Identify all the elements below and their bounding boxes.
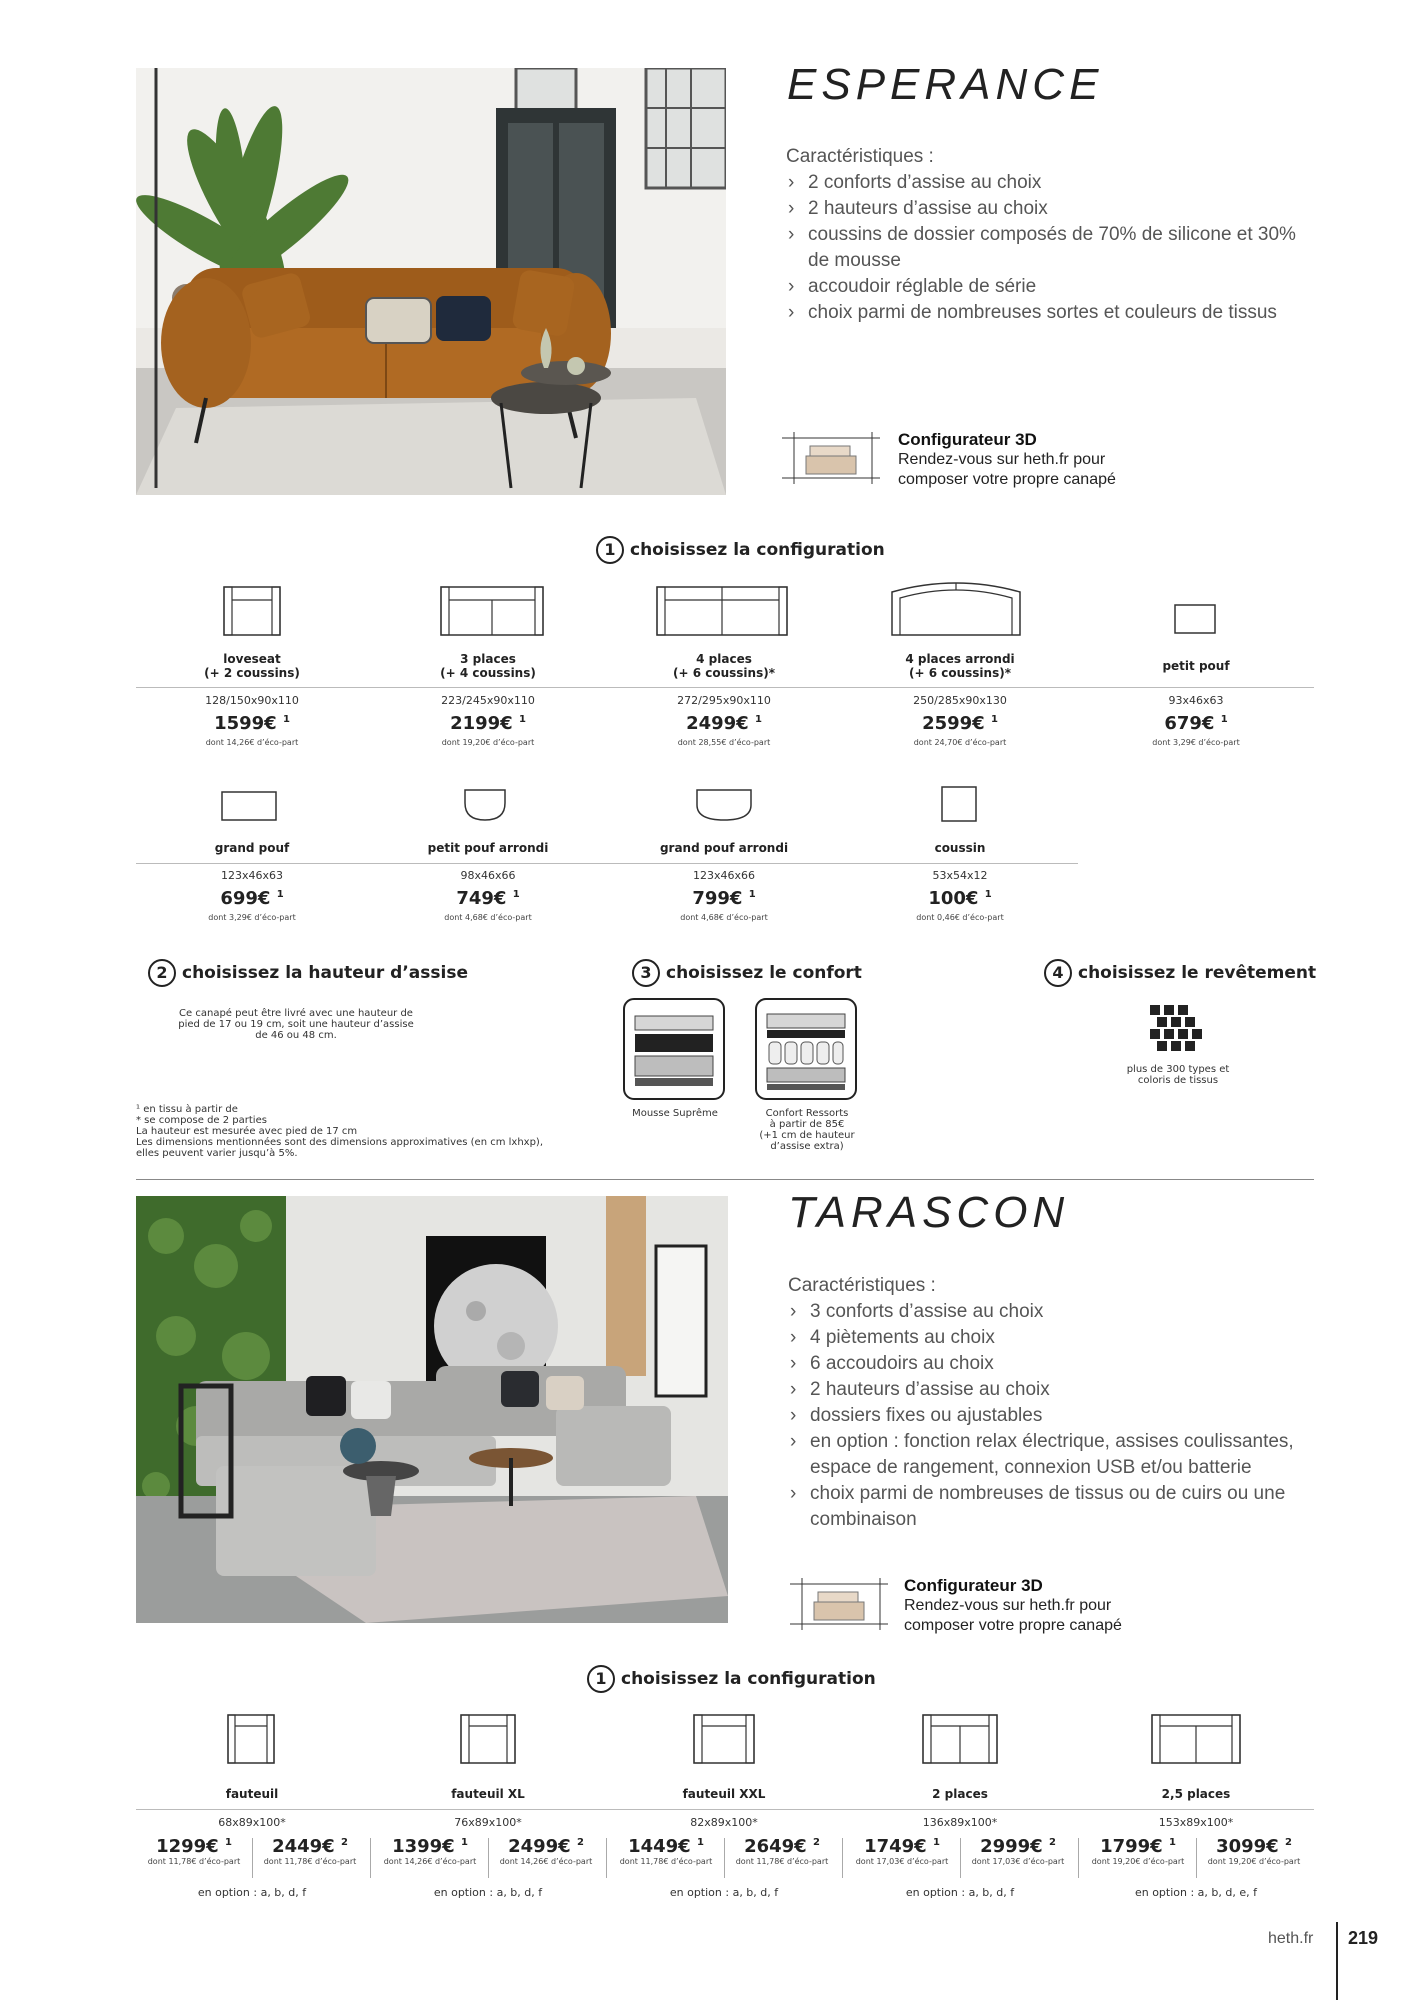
product-dimensions: 153x89x100* [1158, 1816, 1234, 1829]
product-price: 1799€ [1100, 1836, 1163, 1857]
product-name: 3 places [460, 652, 516, 666]
product-price: 2599€ [922, 713, 985, 734]
foam-comfort-icon [623, 998, 725, 1100]
price-note: 1 [990, 714, 998, 725]
fauteuil-xl-config-icon [460, 1714, 516, 1764]
product-grand-pouf-arrondi [624, 841, 824, 855]
eco-part: dont 3,29€ d’éco-part [208, 913, 296, 922]
product-price: 2999€ [980, 1836, 1043, 1857]
product-price: 1449€ [628, 1836, 691, 1857]
price-note: 2 [340, 1837, 348, 1848]
product-name: petit pouf arrondi [427, 841, 549, 855]
product-dimensions: 128/150x90x110 [205, 694, 299, 707]
price-note: 1 [1168, 1837, 1176, 1848]
price-note: 1 [460, 1837, 468, 1848]
feature-item: › 6 accoudoirs au choix [788, 1351, 1308, 1377]
product-dimensions: 76x89x100* [454, 1816, 522, 1829]
row-divider [136, 1809, 1314, 1810]
configurator-title: Configurateur 3D [898, 430, 1037, 449]
product-options: en option : a, b, d, f [197, 1886, 307, 1899]
product-name: 4 places [696, 652, 752, 666]
comfort-label [755, 1108, 859, 1152]
fabric-swatch-icon [1146, 1001, 1208, 1057]
product-price: 749€ [456, 888, 507, 909]
configurator-line: Rendez-vous sur heth.fr pour [898, 451, 1106, 468]
product-2-5-places: 2,5 places [1161, 1787, 1231, 1801]
price-note: 2 [1048, 1837, 1056, 1848]
product-dimensions: 272/295x90x110 [677, 694, 771, 707]
note-line: La hauteur est mesurée avec pied de 17 cm [136, 1126, 358, 1137]
2-5-places-config-icon [1151, 1714, 1241, 1764]
product-dimensions: 53x54x12 [932, 869, 988, 882]
spring-comfort-icon [755, 998, 857, 1100]
product-name: 4 places arrondi [905, 652, 1015, 666]
product-dimensions: 68x89x100* [218, 1816, 286, 1829]
price-pair-2-places [844, 1836, 1076, 1884]
product-4-places-arrondi [860, 652, 1060, 680]
4-places-arrondi-config-icon [890, 580, 1022, 636]
4-places-config-icon [656, 586, 788, 636]
configurator-line: composer votre propre canapé [904, 1617, 1122, 1634]
product-price: 2449€ [272, 1836, 335, 1857]
configurator-line: composer votre propre canapé [898, 471, 1116, 488]
tarascon-title: TARASCON [788, 1188, 1070, 1237]
tarascon-step1-heading [587, 1665, 876, 1693]
eco-part: dont 19,20€ d’éco-part [1207, 1857, 1301, 1866]
price-note: 2 [1284, 1837, 1292, 1848]
price-note: 1 [932, 1837, 940, 1848]
price-note: 2 [576, 1837, 584, 1848]
eco-part: dont 17,03€ d’éco-part [971, 1857, 1065, 1866]
price-note: 2 [812, 1837, 820, 1848]
product-dimensions: 250/285x90x130 [913, 694, 1007, 707]
product-petit-pouf [1096, 659, 1296, 673]
fauteuil-config-icon [227, 1714, 275, 1764]
eco-part: dont 19,20€ d’éco-part [441, 738, 535, 747]
product-price: 3099€ [1216, 1836, 1279, 1857]
product-fauteuil-xl: fauteuil XL [451, 1787, 525, 1801]
tarascon-configurator[interactable] [788, 1574, 1168, 1636]
eco-part: dont 19,20€ d’éco-part [1091, 1857, 1185, 1866]
note-line: Les dimensions mentionnées sont des dimensions approximatives (en cm lxhxp), [136, 1137, 544, 1148]
product-coussin [860, 841, 1060, 855]
product-dimensions: 123x46x63 [220, 869, 283, 882]
product-dimensions: 82x89x100* [690, 1816, 758, 1829]
configurator-title: Configurateur 3D [904, 1576, 1043, 1595]
product-options: en option : a, b, d, f [905, 1886, 1015, 1899]
price-note: 1 [512, 889, 520, 900]
feature-item: › 4 piètements au choix [788, 1325, 1308, 1351]
fabric-text-line: plus de 300 types et [1126, 1064, 1230, 1075]
fabric-text [1098, 1064, 1258, 1086]
price-note: 1 [754, 714, 762, 725]
product-2-places: 2 places [932, 1787, 988, 1801]
product-name: coussin [934, 841, 986, 855]
feature-item: › 2 hauteurs d’assise au choix [788, 1377, 1308, 1403]
product-name: petit pouf [1162, 659, 1230, 673]
price-block-3-places [388, 694, 588, 747]
product-price: 2649€ [744, 1836, 807, 1857]
product-dimensions: 93x46x63 [1168, 694, 1224, 707]
feature-item: › choix parmi de nombreuses sortes et couleurs de tissus [786, 300, 1306, 326]
comfort-option-mousse[interactable] [623, 998, 727, 1119]
coussin-config-icon [941, 786, 977, 822]
product-options: en option : a, b, d, e, f [1134, 1886, 1258, 1899]
seat-height-line: Ce canapé peut être livré avec une hauteur de [179, 1008, 413, 1019]
price-note: 1 [748, 889, 756, 900]
price-block-4-places-arrondi [860, 694, 1060, 747]
product-fauteuil: fauteuil [225, 1787, 279, 1801]
product-name-extra: (+ 6 coussins)* [673, 666, 775, 680]
price-block-4-places [624, 694, 824, 747]
product-fauteuil-xxl: fauteuil XXL [682, 1787, 766, 1801]
feature-item: › 2 hauteurs d’assise au choix [786, 196, 1306, 222]
product-dimensions: 123x46x66 [692, 869, 755, 882]
configurator-3d-icon [780, 428, 884, 486]
price-note: 1 [276, 889, 284, 900]
seat-height-line: pied de 17 ou 19 cm, soit une hauteur d’assise [178, 1019, 414, 1030]
product-name-extra: (+ 4 coussins) [440, 666, 536, 680]
seat-height-text [150, 1008, 442, 1041]
feature-item: › choix parmi de nombreuses de tissus ou de cuirs ou une combinaison [788, 1481, 1308, 1533]
price-note: 1 [984, 889, 992, 900]
comfort-label: Mousse Suprême [632, 1108, 718, 1119]
product-loveseat [152, 652, 352, 680]
product-3-places [388, 652, 588, 680]
eco-part: dont 11,78€ d’éco-part [147, 1857, 241, 1866]
esperance-photo [136, 68, 726, 495]
step-label: choisissez le revêtement [1078, 963, 1317, 983]
step-label: choisissez la hauteur d’assise [182, 963, 468, 983]
comfort-label-line: Confort Ressorts [765, 1108, 849, 1119]
seat-height-line: de 46 ou 48 cm. [255, 1030, 337, 1041]
eco-part: dont 28,55€ d’éco-part [677, 738, 771, 747]
product-petit-pouf-arrondi [388, 841, 588, 855]
petit-pouf-arrondi-config-icon [464, 789, 506, 821]
3-places-config-icon [440, 586, 544, 636]
product-options: en option : a, b, d, f [669, 1886, 779, 1899]
step-number: 2 [148, 959, 176, 987]
price-pair-fauteuil-xxl [608, 1836, 840, 1884]
eco-part: dont 4,68€ d’éco-part [680, 913, 768, 922]
grand-pouf-config-icon [221, 791, 277, 821]
product-price: 2499€ [508, 1836, 571, 1857]
price-block-loveseat [152, 694, 352, 747]
eco-part: dont 11,78€ d’éco-part [263, 1857, 357, 1866]
eco-part: dont 14,26€ d’éco-part [205, 738, 299, 747]
eco-part: dont 3,29€ d’éco-part [1152, 738, 1240, 747]
feature-item: › dossiers fixes ou ajustables [788, 1403, 1308, 1429]
feature-item: › coussins de dossier composés de 70% de silicone et 30% de mousse [786, 222, 1306, 274]
price-block-grand-pouf [152, 869, 352, 922]
product-grand-pouf [152, 841, 352, 855]
section-divider [136, 1179, 1314, 1180]
row-divider [136, 687, 1314, 688]
product-price: 679€ [1164, 713, 1215, 734]
grand-pouf-arrondi-config-icon [696, 789, 752, 821]
note-line: ¹ en tissu à partir de [136, 1104, 238, 1115]
step-label: choisissez la configuration [621, 1669, 876, 1689]
product-price: 2499€ [686, 713, 749, 734]
product-name: loveseat [223, 652, 281, 666]
esperance-title: ESPERANCE [787, 60, 1104, 109]
price-block-petit-pouf [1096, 694, 1296, 747]
product-price: 1749€ [864, 1836, 927, 1857]
loveseat-config-icon [223, 586, 281, 636]
tarascon-photo [136, 1196, 728, 1623]
price-block-petit-pouf-arrondi [388, 869, 588, 922]
price-pair-fauteuil-xl [372, 1836, 604, 1884]
fabric-text-line: coloris de tissus [1137, 1075, 1219, 1086]
step-number: 4 [1044, 959, 1072, 987]
fauteuil-xxl-config-icon [693, 1714, 755, 1764]
petit-pouf-config-icon [1174, 604, 1216, 634]
price-block-coussin [860, 869, 1060, 922]
eco-part: dont 11,78€ d’éco-part [735, 1857, 829, 1866]
configurator-line: Rendez-vous sur heth.fr pour [904, 1597, 1112, 1614]
2-places-config-icon [922, 1714, 998, 1764]
price-note: 1 [224, 1837, 232, 1848]
product-name: grand pouf [214, 841, 290, 855]
product-4-places [624, 652, 824, 680]
features-heading: Caractéristiques : [788, 1275, 936, 1296]
product-name-extra: (+ 2 coussins) [204, 666, 300, 680]
price-note: 1 [282, 714, 290, 725]
features-heading: Caractéristiques : [786, 146, 934, 167]
comfort-option-ressorts[interactable] [755, 998, 859, 1152]
feature-item: › en option : fonction relax électrique, assises coulissantes, espace de rangement, connexion USB et/ou batterie [788, 1429, 1308, 1481]
eco-part: dont 14,26€ d’éco-part [383, 1857, 477, 1866]
product-price: 1399€ [392, 1836, 455, 1857]
row-divider [136, 863, 1078, 864]
esperance-step3-heading [632, 959, 862, 987]
price-pair-2-5-places [1080, 1836, 1312, 1884]
product-price: 2199€ [450, 713, 513, 734]
esperance-configurator[interactable] [780, 428, 1160, 490]
product-dimensions: 136x89x100* [922, 1816, 998, 1829]
step-label: choisissez la configuration [630, 540, 885, 560]
footer-site[interactable]: heth.fr [1268, 1930, 1314, 1947]
price-note: 1 [1220, 714, 1228, 725]
esperance-step4-heading [1044, 959, 1316, 987]
price-note: 1 [696, 1837, 704, 1848]
product-name: grand pouf arrondi [659, 841, 789, 855]
product-price: 100€ [928, 888, 979, 909]
price-note: 1 [518, 714, 526, 725]
product-price: 699€ [220, 888, 271, 909]
configurator-3d-icon [788, 1574, 892, 1632]
price-pair-fauteuil [136, 1836, 368, 1884]
esperance-step1-heading [596, 536, 885, 564]
product-dimensions: 223/245x90x110 [441, 694, 535, 707]
product-price: 1299€ [156, 1836, 219, 1857]
footer-divider [1336, 1922, 1338, 2000]
step-number: 3 [632, 959, 660, 987]
product-options: en option : a, b, d, f [433, 1886, 543, 1899]
esperance-notes [136, 1104, 606, 1159]
feature-item: › 2 conforts d’assise au choix [786, 170, 1306, 196]
step-label: choisissez le confort [666, 963, 862, 983]
eco-part: dont 14,26€ d’éco-part [499, 1857, 593, 1866]
eco-part: dont 24,70€ d’éco-part [913, 738, 1007, 747]
eco-part: dont 0,46€ d’éco-part [916, 913, 1004, 922]
price-block-grand-pouf-arrondi [624, 869, 824, 922]
eco-part: dont 11,78€ d’éco-part [619, 1857, 713, 1866]
tarascon-features [788, 1273, 1308, 1533]
esperance-features [786, 144, 1306, 326]
product-price: 1599€ [214, 713, 277, 734]
product-price: 799€ [692, 888, 743, 909]
step-number: 1 [596, 536, 624, 564]
comfort-label-line: d’assise extra) [770, 1141, 844, 1152]
note-line: * se compose de 2 parties [136, 1115, 267, 1126]
note-line: elles peuvent varier jusqu’à 5%. [136, 1148, 298, 1159]
product-name-extra: (+ 6 coussins)* [909, 666, 1011, 680]
product-dimensions: 98x46x66 [460, 869, 516, 882]
eco-part: dont 4,68€ d’éco-part [444, 913, 532, 922]
feature-item: › accoudoir réglable de série [786, 274, 1306, 300]
page-number: 219 [1348, 1928, 1379, 1948]
eco-part: dont 17,03€ d’éco-part [855, 1857, 949, 1866]
step-number: 1 [587, 1665, 615, 1693]
esperance-step2-heading [148, 959, 468, 987]
feature-item: › 3 conforts d’assise au choix [788, 1299, 1308, 1325]
comfort-label-line: (+1 cm de hauteur [759, 1130, 855, 1141]
comfort-label-line: à partir de 85€ [769, 1119, 845, 1130]
